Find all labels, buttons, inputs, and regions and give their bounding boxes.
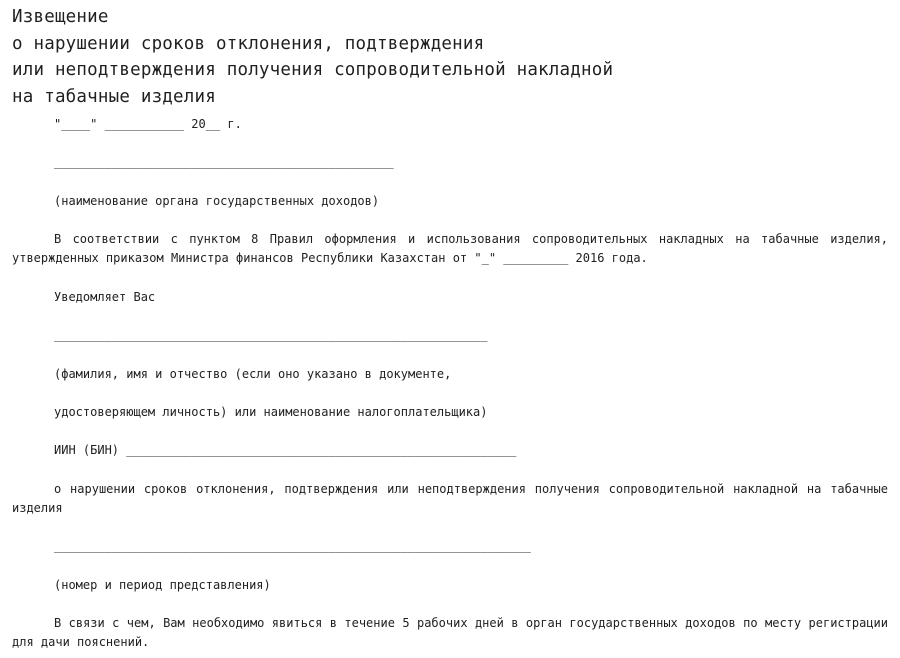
legal-basis-paragraph (12, 230, 888, 268)
notifies-text: Уведомляет Вас (54, 290, 156, 304)
title-line-2: о нарушении сроков отклонения, подтверждения (12, 33, 485, 54)
date-line: "____" ___________ 20__ г. (54, 117, 242, 131)
person-blank: ____________________________________________________________ (54, 328, 488, 342)
title-line-1: Извещение (12, 7, 109, 27)
title-line-4: на табачные изделия (12, 86, 216, 107)
violation-line-2: изделия (12, 501, 63, 515)
person-caption-2: удостоверяющем личность) или наименование налогоплательщика) (54, 405, 488, 419)
instruction-paragraph (12, 614, 888, 652)
authority-caption: (наименование органа государственных доходов) (54, 194, 380, 208)
person-caption-1: (фамилия, имя и отчество (если оно указано в документе, (54, 367, 452, 381)
notice-title (12, 4, 613, 110)
iin-line: ИИН (БИН) ______________________________________________________ (54, 443, 517, 457)
legal-basis-line-2: утвержденных приказом Министра финансов Республики Казахстан от "_" _________ 2016 года. (12, 251, 648, 265)
number-caption: (номер и период представления) (54, 578, 271, 592)
authority-blank: _______________________________________________ (54, 155, 394, 169)
number-blank: __________________________________________________________________ (54, 539, 531, 553)
instruction-line-2: для дачи пояснений. (12, 635, 150, 649)
legal-basis-line-1: В соответствии с пунктом 8 Правил оформления и использования сопроводительных накладных на табачные изделия, (54, 232, 888, 246)
violation-line-1: о нарушении сроков отклонения, подтверждения или неподтверждения получения сопроводительной накладной на табачные (54, 482, 888, 496)
instruction-line-1: В связи с чем, Вам необходимо явиться в течение 5 рабочих дней в орган государственных доходов по месту регистрации (54, 616, 888, 630)
title-line-3: или неподтверждения получения сопроводительной накладной (12, 60, 614, 80)
violation-paragraph (12, 480, 888, 518)
